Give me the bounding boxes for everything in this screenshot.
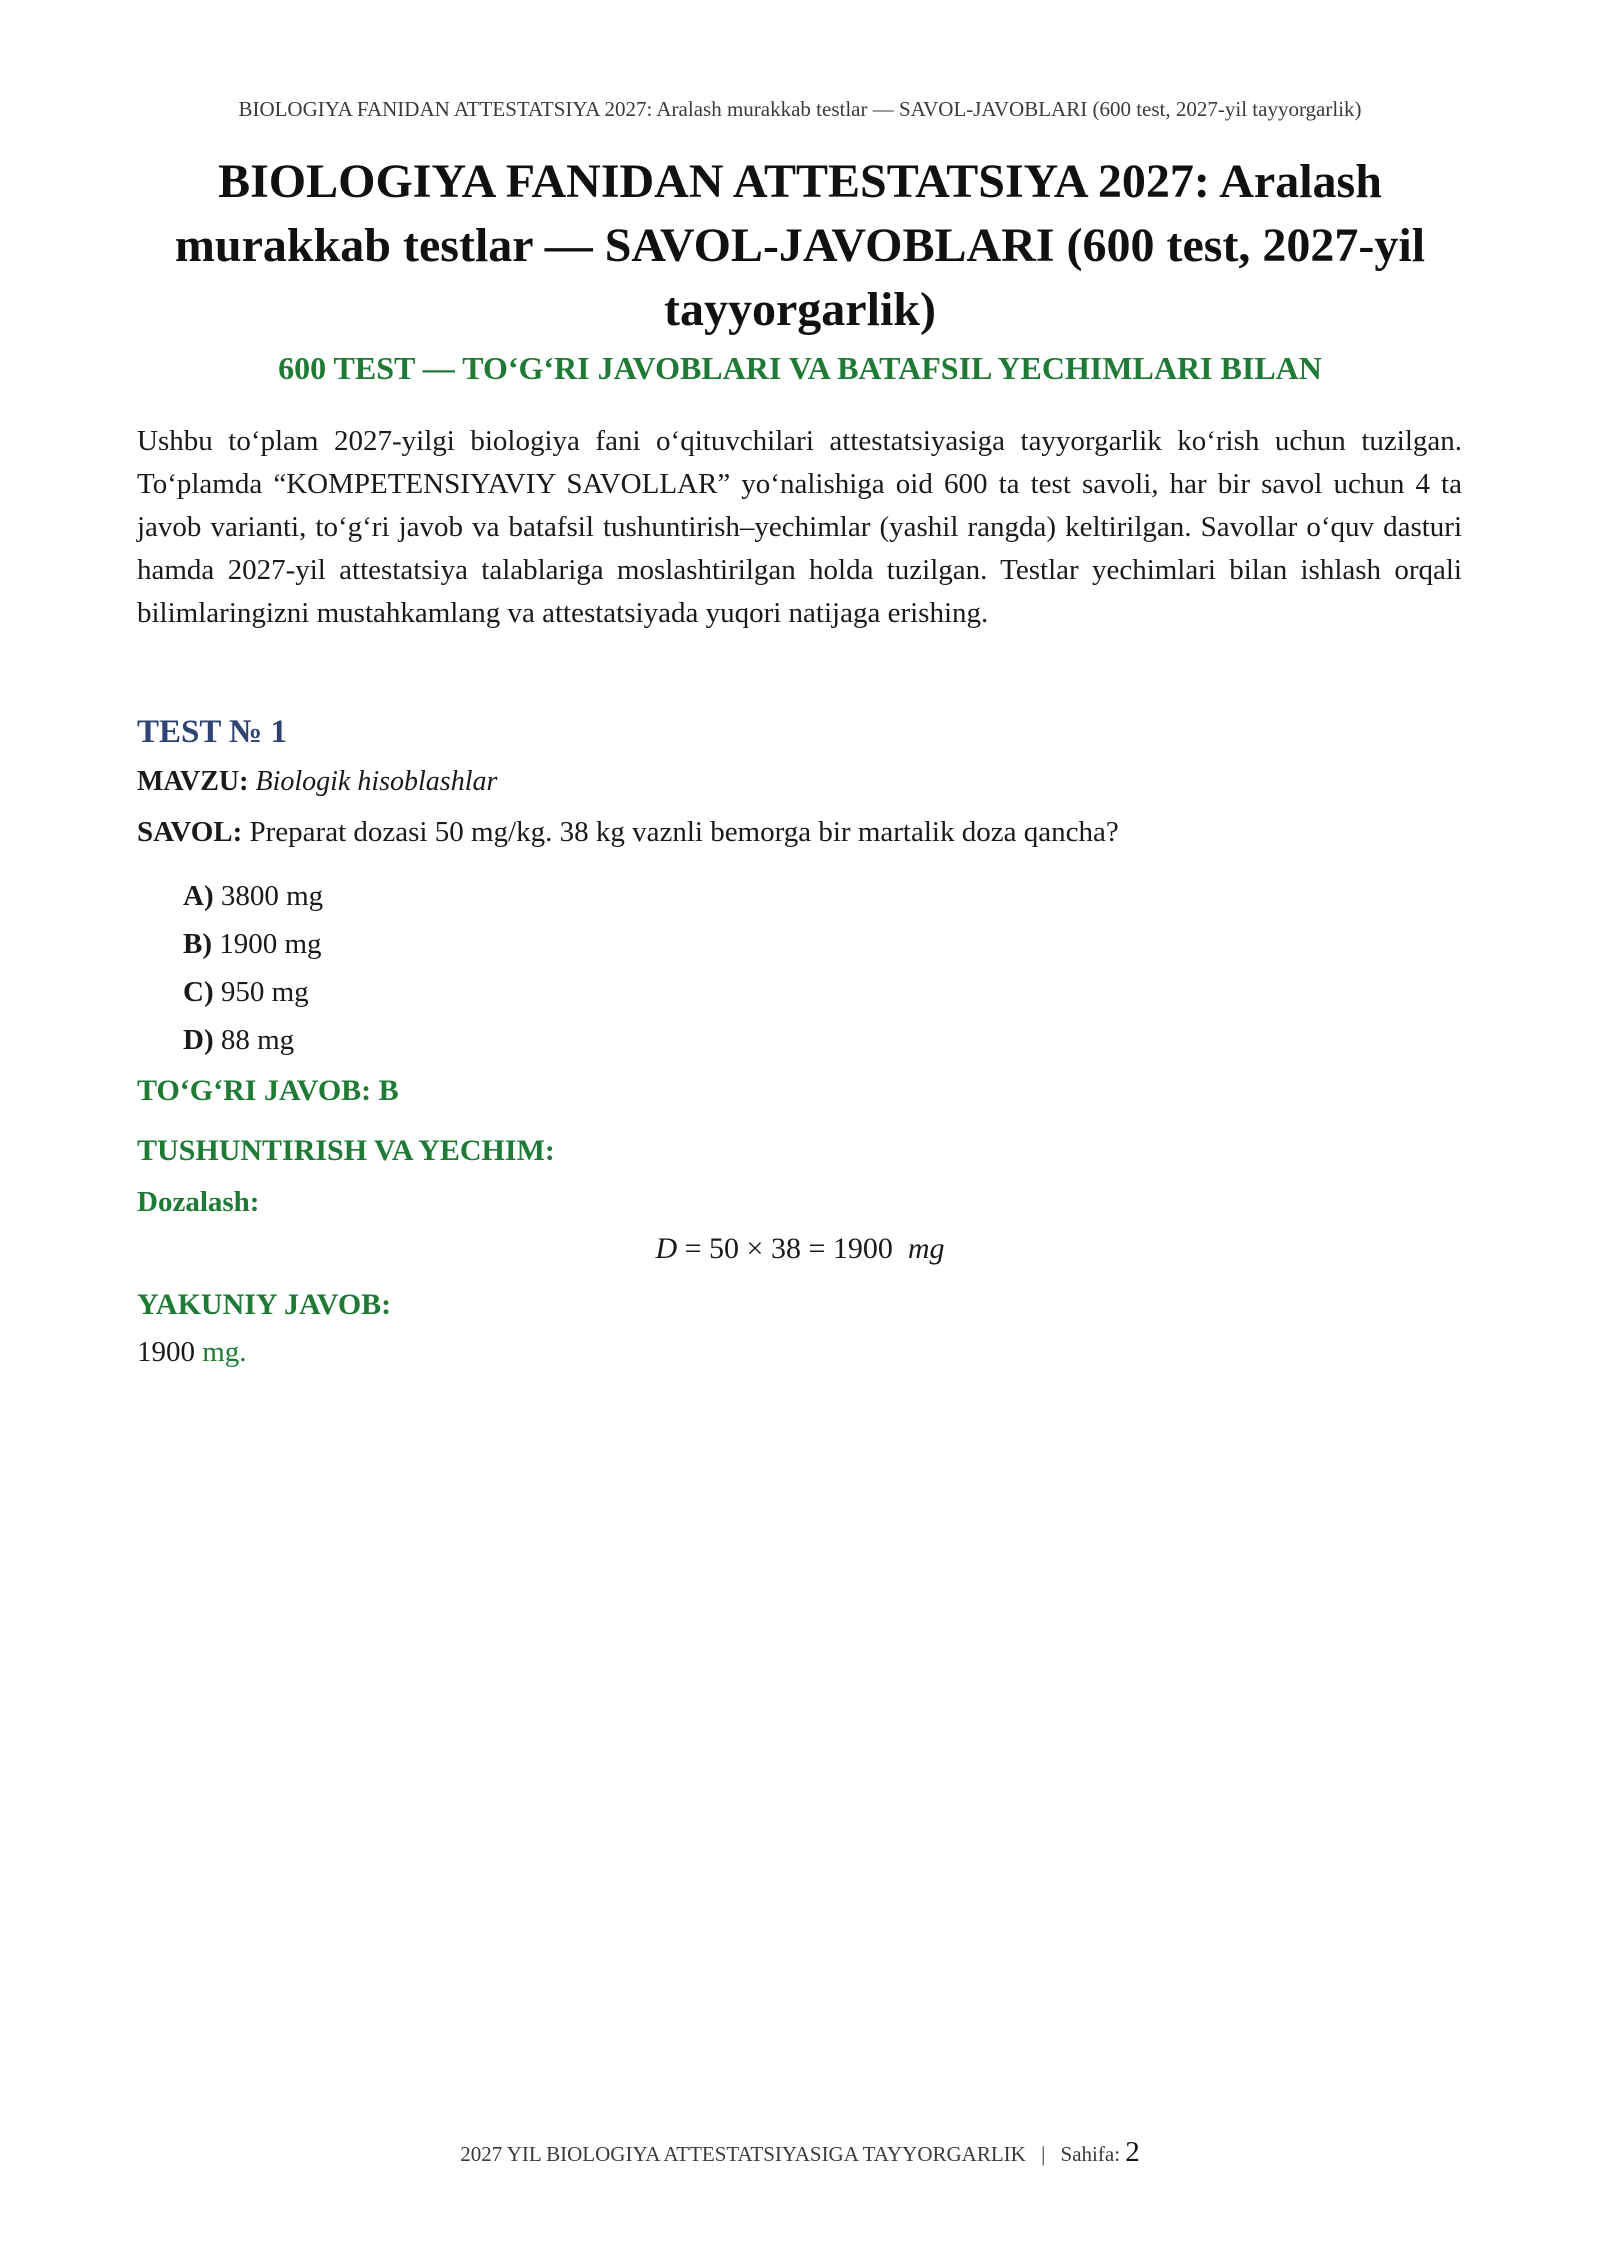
topic-value: Biologik hisoblashlar [255, 766, 498, 797]
page-number: 2 [1125, 2136, 1140, 2168]
footer-page-label: Sahifa: [1060, 2142, 1121, 2166]
question-text: Preparat dozasi 50 mg/kg. 38 kg vaznli bemorga bir martalik doza qancha? [249, 816, 1119, 848]
formula-expression: = 50 × 38 = 1900 [684, 1232, 893, 1265]
answer-options [183, 872, 323, 1064]
topic-label: MAVZU: [137, 766, 249, 797]
final-answer-value: 1900 [137, 1336, 195, 1368]
explanation-heading: TUSHUNTIRISH VA YECHIM: [137, 1134, 555, 1167]
footer-separator: | [1041, 2142, 1046, 2166]
dosing-label: Dozalash: [137, 1186, 260, 1218]
option-letter: D) [183, 1024, 214, 1056]
option-letter: B) [183, 928, 212, 960]
document-title: BIOLOGIYA FANIDAN ATTESTATSIYA 2027: Aralash murakkab testlar — SAVOL-JAVOBLARI (600 test, 2027-yil tayyorgarlik) [174, 155, 1426, 336]
option-text: 1900 mg [219, 928, 322, 960]
option-text: 950 mg [220, 976, 309, 1008]
footer-text: 2027 YIL BIOLOGIYA ATTESTATSIYASIGA TAYYORGARLIK [460, 2142, 1026, 2166]
dose-formula [0, 1232, 1600, 1266]
page-footer [0, 2136, 1600, 2169]
option-letter: A) [183, 880, 214, 912]
test-heading: TEST № 1 [137, 714, 287, 750]
running-header: BIOLOGIYA FANIDAN ATTESTATSIYA 2027: Aralash murakkab testlar — SAVOL-JAVOBLARI (600 test, 2027-yil tayyorgarlik) [238, 97, 1362, 121]
question-line [137, 816, 1119, 849]
formula-variable: D [655, 1232, 678, 1265]
question-label: SAVOL: [137, 816, 243, 848]
option-letter: C) [183, 976, 214, 1008]
option-b [183, 920, 323, 968]
option-a [183, 872, 323, 920]
topic-line [137, 766, 497, 798]
option-text: 88 mg [220, 1024, 295, 1056]
option-c [183, 968, 323, 1016]
formula-unit: mg [907, 1232, 945, 1265]
option-d [183, 1016, 323, 1064]
final-answer [137, 1336, 247, 1369]
option-text: 3800 mg [220, 880, 324, 912]
final-answer-heading: YAKUNIY JAVOB: [137, 1288, 392, 1321]
intro-paragraph: Ushbu to‘plam 2027-yilgi biologiya fani o‘qituvchilari attestatsiyasiga tayyorgarlik ko‘rish uchun tuzilgan. To‘plamda “KOMPETENSIYAVIY SAVOLLAR” yo‘nalishiga oid 600 ta test savoli, har bir savol uchun 4 ta javob varianti, to‘g‘ri javob va batafsil tushuntirish–yechimlar (yashil rangda) keltirilgan. Savollar o‘quv dasturi hamda 2027-yil attestatsiya talablariga moslashtirilgan holda tuzilgan. Testlar yechimlari bilan ishlash orqali bilimlaringizni mustahkamlang va attestatsiyada yuqori natijaga erishing. [137, 425, 1462, 629]
final-answer-unit: mg. [202, 1336, 247, 1368]
document-subtitle: 600 TEST — TO‘G‘RI JAVOBLARI VA BATAFSIL YECHIMLARI BILAN [278, 350, 1322, 386]
correct-answer: TO‘G‘RI JAVOB: B [137, 1074, 399, 1107]
